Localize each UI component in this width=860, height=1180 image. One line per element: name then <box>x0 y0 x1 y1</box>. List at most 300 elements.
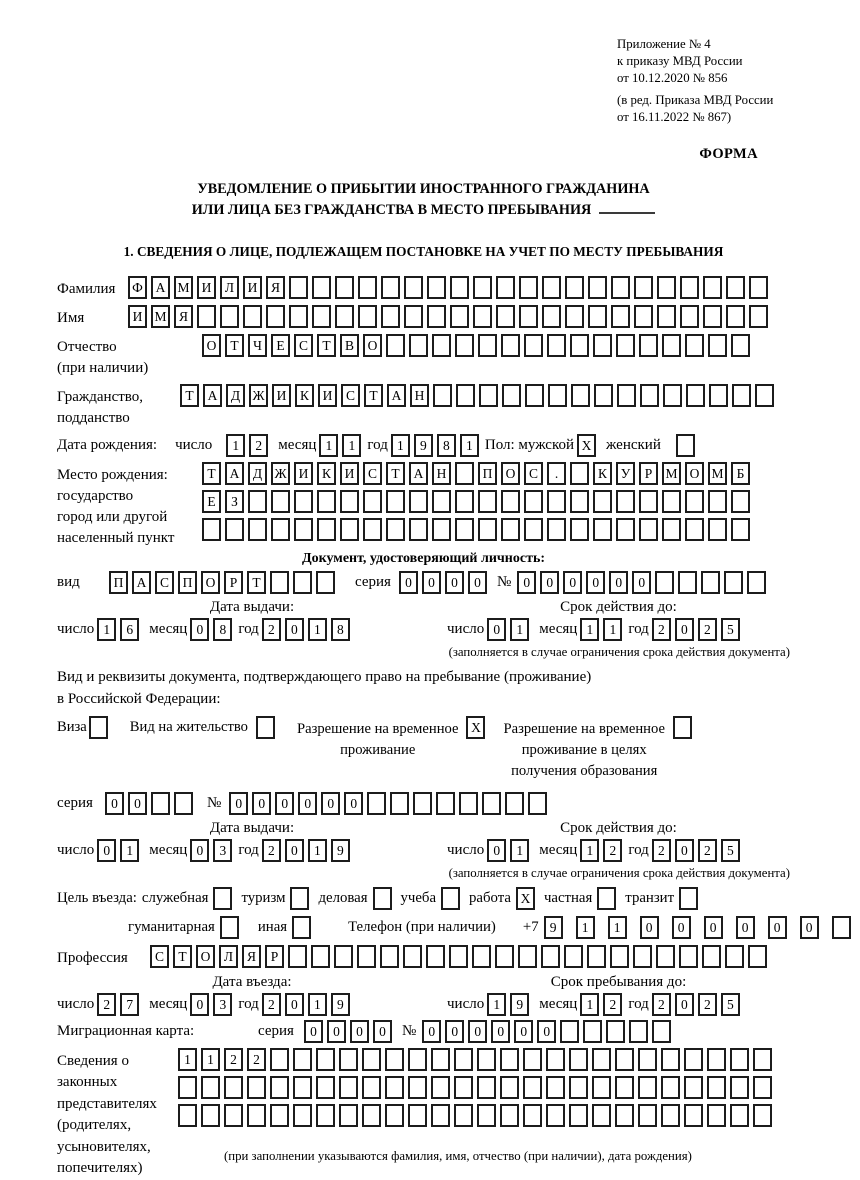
char-box[interactable] <box>500 1104 519 1127</box>
char-box[interactable] <box>317 518 336 541</box>
char-box[interactable] <box>293 571 312 594</box>
char-box[interactable]: 1 <box>603 618 622 641</box>
char-box[interactable] <box>615 1104 634 1127</box>
temp-residence-checkbox[interactable]: X <box>466 716 485 739</box>
char-box[interactable] <box>427 305 446 328</box>
char-box[interactable]: 0 <box>422 571 441 594</box>
char-box[interactable] <box>661 1104 680 1127</box>
char-box[interactable]: 0 <box>275 792 294 815</box>
char-box[interactable] <box>655 571 674 594</box>
char-box[interactable]: 2 <box>97 993 116 1016</box>
purpose-other-checkbox[interactable] <box>292 916 311 939</box>
char-box[interactable] <box>271 518 290 541</box>
char-box[interactable]: 1 <box>487 993 506 1016</box>
char-box[interactable] <box>560 1020 579 1043</box>
char-box[interactable]: 0 <box>285 993 304 1016</box>
char-box[interactable]: 2 <box>262 839 281 862</box>
char-box[interactable] <box>569 1076 588 1099</box>
char-box[interactable] <box>524 334 543 357</box>
char-box[interactable]: П <box>109 571 128 594</box>
char-box[interactable] <box>339 1048 358 1071</box>
char-box[interactable] <box>431 1104 450 1127</box>
char-box[interactable]: 0 <box>445 1020 464 1043</box>
char-box[interactable] <box>501 334 520 357</box>
char-box[interactable] <box>685 518 704 541</box>
char-box[interactable]: 5 <box>721 993 740 1016</box>
purpose-business-checkbox[interactable] <box>373 887 392 910</box>
char-box[interactable] <box>151 792 170 815</box>
char-box[interactable] <box>606 1020 625 1043</box>
char-box[interactable] <box>271 490 290 513</box>
char-box[interactable] <box>709 384 728 407</box>
char-box[interactable] <box>312 305 331 328</box>
char-box[interactable]: 9 <box>510 993 529 1016</box>
char-box[interactable] <box>201 1076 220 1099</box>
char-box[interactable] <box>542 305 561 328</box>
char-box[interactable]: 0 <box>768 916 787 939</box>
char-box[interactable] <box>357 945 376 968</box>
char-box[interactable]: Т <box>180 384 199 407</box>
visa-checkbox[interactable] <box>89 716 108 739</box>
char-box[interactable]: И <box>340 462 359 485</box>
char-box[interactable] <box>662 490 681 513</box>
char-box[interactable] <box>730 1104 749 1127</box>
char-box[interactable] <box>289 276 308 299</box>
char-box[interactable] <box>593 334 612 357</box>
char-box[interactable] <box>542 276 561 299</box>
purpose-study-checkbox[interactable] <box>441 887 460 910</box>
char-box[interactable] <box>312 276 331 299</box>
char-box[interactable] <box>477 1076 496 1099</box>
char-box[interactable]: 7 <box>120 993 139 1016</box>
char-box[interactable] <box>500 1048 519 1071</box>
char-box[interactable]: Ф <box>128 276 147 299</box>
char-box[interactable] <box>381 276 400 299</box>
char-box[interactable]: 1 <box>580 839 599 862</box>
char-box[interactable]: 0 <box>514 1020 533 1043</box>
purpose-transit-checkbox[interactable] <box>679 887 698 910</box>
char-box[interactable] <box>615 1048 634 1071</box>
char-box[interactable] <box>703 276 722 299</box>
char-box[interactable] <box>501 518 520 541</box>
char-box[interactable] <box>450 276 469 299</box>
char-box[interactable]: 1 <box>178 1048 197 1071</box>
char-box[interactable] <box>684 1076 703 1099</box>
char-box[interactable] <box>431 1076 450 1099</box>
char-box[interactable]: 0 <box>304 1020 323 1043</box>
char-box[interactable]: Б <box>731 462 750 485</box>
char-box[interactable] <box>565 305 584 328</box>
char-box[interactable]: Р <box>265 945 284 968</box>
char-box[interactable]: 0 <box>468 571 487 594</box>
char-box[interactable]: 0 <box>491 1020 510 1043</box>
char-box[interactable] <box>629 1020 648 1043</box>
char-box[interactable]: И <box>272 384 291 407</box>
char-box[interactable]: М <box>708 462 727 485</box>
char-box[interactable] <box>639 334 658 357</box>
char-box[interactable] <box>390 792 409 815</box>
char-box[interactable] <box>569 1104 588 1127</box>
char-box[interactable]: С <box>341 384 360 407</box>
char-box[interactable] <box>725 945 744 968</box>
char-box[interactable]: У <box>616 462 635 485</box>
char-box[interactable] <box>427 276 446 299</box>
char-box[interactable] <box>363 518 382 541</box>
char-box[interactable]: О <box>685 462 704 485</box>
char-box[interactable] <box>358 305 377 328</box>
char-box[interactable] <box>548 384 567 407</box>
char-box[interactable] <box>753 1076 772 1099</box>
male-checkbox[interactable]: X <box>577 434 596 457</box>
char-box[interactable] <box>634 305 653 328</box>
char-box[interactable] <box>592 1076 611 1099</box>
char-box[interactable] <box>707 1048 726 1071</box>
char-box[interactable] <box>593 490 612 513</box>
char-box[interactable] <box>662 518 681 541</box>
char-box[interactable] <box>547 490 566 513</box>
char-box[interactable] <box>404 305 423 328</box>
char-box[interactable] <box>753 1104 772 1127</box>
char-box[interactable] <box>220 305 239 328</box>
char-box[interactable] <box>570 334 589 357</box>
char-box[interactable] <box>726 305 745 328</box>
char-box[interactable] <box>455 462 474 485</box>
char-box[interactable]: 0 <box>468 1020 487 1043</box>
char-box[interactable]: Л <box>220 276 239 299</box>
char-box[interactable] <box>293 1104 312 1127</box>
char-box[interactable] <box>294 490 313 513</box>
char-box[interactable]: А <box>409 462 428 485</box>
char-box[interactable]: И <box>318 384 337 407</box>
char-box[interactable]: О <box>202 334 221 357</box>
char-box[interactable] <box>502 384 521 407</box>
char-box[interactable] <box>525 384 544 407</box>
char-box[interactable]: 0 <box>675 839 694 862</box>
char-box[interactable]: 1 <box>308 618 327 641</box>
char-box[interactable]: 0 <box>537 1020 556 1043</box>
char-box[interactable] <box>449 945 468 968</box>
char-box[interactable] <box>385 1076 404 1099</box>
char-box[interactable] <box>335 276 354 299</box>
char-box[interactable] <box>367 792 386 815</box>
char-box[interactable] <box>386 490 405 513</box>
char-box[interactable] <box>684 1104 703 1127</box>
char-box[interactable] <box>587 945 606 968</box>
char-box[interactable]: Н <box>432 462 451 485</box>
purpose-tourism-checkbox[interactable] <box>290 887 309 910</box>
char-box[interactable] <box>547 334 566 357</box>
char-box[interactable] <box>546 1104 565 1127</box>
char-box[interactable]: 8 <box>213 618 232 641</box>
char-box[interactable] <box>243 305 262 328</box>
char-box[interactable] <box>747 571 766 594</box>
char-box[interactable] <box>409 334 428 357</box>
char-box[interactable]: А <box>132 571 151 594</box>
char-box[interactable] <box>482 792 501 815</box>
char-box[interactable]: 0 <box>229 792 248 815</box>
char-box[interactable] <box>730 1048 749 1071</box>
char-box[interactable]: Я <box>242 945 261 968</box>
char-box[interactable]: 5 <box>721 618 740 641</box>
char-box[interactable]: 0 <box>344 792 363 815</box>
char-box[interactable]: 1 <box>97 618 116 641</box>
char-box[interactable]: О <box>501 462 520 485</box>
purpose-official-checkbox[interactable] <box>213 887 232 910</box>
char-box[interactable]: А <box>203 384 222 407</box>
char-box[interactable] <box>661 1076 680 1099</box>
char-box[interactable]: 8 <box>437 434 456 457</box>
char-box[interactable] <box>266 305 285 328</box>
char-box[interactable] <box>657 276 676 299</box>
char-box[interactable]: 1 <box>510 618 529 641</box>
char-box[interactable]: А <box>225 462 244 485</box>
female-checkbox[interactable] <box>676 434 695 457</box>
char-box[interactable] <box>726 276 745 299</box>
char-box[interactable] <box>473 276 492 299</box>
char-box[interactable]: В <box>340 334 359 357</box>
char-box[interactable] <box>386 518 405 541</box>
char-box[interactable] <box>570 518 589 541</box>
char-box[interactable] <box>339 1076 358 1099</box>
char-box[interactable] <box>505 792 524 815</box>
char-box[interactable]: 0 <box>609 571 628 594</box>
char-box[interactable]: Р <box>639 462 658 485</box>
char-box[interactable] <box>495 945 514 968</box>
char-box[interactable] <box>541 945 560 968</box>
char-box[interactable]: 0 <box>704 916 723 939</box>
char-box[interactable] <box>363 490 382 513</box>
char-box[interactable] <box>178 1076 197 1099</box>
char-box[interactable]: 0 <box>327 1020 346 1043</box>
char-box[interactable] <box>459 792 478 815</box>
char-box[interactable] <box>661 1048 680 1071</box>
char-box[interactable] <box>731 518 750 541</box>
char-box[interactable]: О <box>201 571 220 594</box>
char-box[interactable] <box>731 490 750 513</box>
char-box[interactable] <box>518 945 537 968</box>
char-box[interactable] <box>656 945 675 968</box>
char-box[interactable] <box>679 945 698 968</box>
char-box[interactable]: Д <box>248 462 267 485</box>
char-box[interactable] <box>684 1048 703 1071</box>
char-box[interactable]: 1 <box>201 1048 220 1071</box>
char-box[interactable] <box>426 945 445 968</box>
char-box[interactable]: 1 <box>580 618 599 641</box>
char-box[interactable] <box>178 1104 197 1127</box>
char-box[interactable] <box>477 1104 496 1127</box>
char-box[interactable] <box>708 518 727 541</box>
char-box[interactable]: Т <box>317 334 336 357</box>
char-box[interactable] <box>270 1104 289 1127</box>
char-box[interactable]: 1 <box>576 916 595 939</box>
char-box[interactable] <box>247 1076 266 1099</box>
char-box[interactable] <box>500 1076 519 1099</box>
char-box[interactable] <box>564 945 583 968</box>
purpose-work-checkbox[interactable]: X <box>516 887 535 910</box>
purpose-private-checkbox[interactable] <box>597 887 616 910</box>
char-box[interactable] <box>749 305 768 328</box>
char-box[interactable]: 0 <box>675 618 694 641</box>
char-box[interactable] <box>293 1076 312 1099</box>
char-box[interactable] <box>381 305 400 328</box>
char-box[interactable] <box>755 384 774 407</box>
char-box[interactable] <box>289 305 308 328</box>
char-box[interactable] <box>386 334 405 357</box>
char-box[interactable] <box>408 1104 427 1127</box>
char-box[interactable] <box>496 305 515 328</box>
char-box[interactable] <box>432 518 451 541</box>
char-box[interactable] <box>638 1076 657 1099</box>
char-box[interactable]: 1 <box>460 434 479 457</box>
char-box[interactable]: М <box>174 276 193 299</box>
char-box[interactable]: П <box>178 571 197 594</box>
char-box[interactable] <box>753 1048 772 1071</box>
char-box[interactable]: Ж <box>271 462 290 485</box>
char-box[interactable] <box>523 1076 542 1099</box>
char-box[interactable] <box>316 571 335 594</box>
char-box[interactable] <box>547 518 566 541</box>
char-box[interactable] <box>617 384 636 407</box>
char-box[interactable] <box>362 1104 381 1127</box>
char-box[interactable] <box>294 518 313 541</box>
char-box[interactable]: 1 <box>391 434 410 457</box>
char-box[interactable]: К <box>593 462 612 485</box>
char-box[interactable] <box>478 518 497 541</box>
char-box[interactable]: 0 <box>190 993 209 1016</box>
char-box[interactable] <box>432 334 451 357</box>
char-box[interactable] <box>610 945 629 968</box>
char-box[interactable]: С <box>524 462 543 485</box>
char-box[interactable] <box>358 276 377 299</box>
char-box[interactable]: З <box>225 490 244 513</box>
char-box[interactable]: 0 <box>586 571 605 594</box>
char-box[interactable]: 2 <box>262 618 281 641</box>
char-box[interactable]: . <box>547 462 566 485</box>
char-box[interactable] <box>611 305 630 328</box>
char-box[interactable] <box>680 276 699 299</box>
char-box[interactable] <box>708 490 727 513</box>
char-box[interactable]: 0 <box>540 571 559 594</box>
char-box[interactable] <box>528 792 547 815</box>
char-box[interactable] <box>478 334 497 357</box>
char-box[interactable] <box>569 1048 588 1071</box>
char-box[interactable] <box>546 1048 565 1071</box>
char-box[interactable]: Ч <box>248 334 267 357</box>
char-box[interactable]: Я <box>266 276 285 299</box>
char-box[interactable] <box>657 305 676 328</box>
char-box[interactable] <box>316 1104 335 1127</box>
char-box[interactable]: К <box>295 384 314 407</box>
char-box[interactable]: И <box>197 276 216 299</box>
char-box[interactable] <box>633 945 652 968</box>
char-box[interactable]: 1 <box>319 434 338 457</box>
char-box[interactable]: Н <box>410 384 429 407</box>
char-box[interactable] <box>524 490 543 513</box>
char-box[interactable]: 0 <box>445 571 464 594</box>
char-box[interactable]: Д <box>226 384 245 407</box>
char-box[interactable]: Я <box>174 305 193 328</box>
char-box[interactable] <box>385 1048 404 1071</box>
char-box[interactable] <box>519 276 538 299</box>
char-box[interactable]: С <box>363 462 382 485</box>
char-box[interactable]: 0 <box>285 839 304 862</box>
char-box[interactable] <box>524 518 543 541</box>
char-box[interactable] <box>270 571 289 594</box>
char-box[interactable]: О <box>196 945 215 968</box>
char-box[interactable] <box>583 1020 602 1043</box>
char-box[interactable]: 0 <box>128 792 147 815</box>
char-box[interactable]: 0 <box>399 571 418 594</box>
char-box[interactable] <box>409 490 428 513</box>
char-box[interactable] <box>455 518 474 541</box>
char-box[interactable] <box>616 518 635 541</box>
char-box[interactable] <box>708 334 727 357</box>
char-box[interactable] <box>701 571 720 594</box>
char-box[interactable] <box>456 384 475 407</box>
char-box[interactable]: 2 <box>247 1048 266 1071</box>
char-box[interactable] <box>685 334 704 357</box>
char-box[interactable]: Т <box>386 462 405 485</box>
char-box[interactable] <box>662 334 681 357</box>
char-box[interactable] <box>571 384 590 407</box>
char-box[interactable]: О <box>363 334 382 357</box>
char-box[interactable] <box>570 490 589 513</box>
char-box[interactable]: Т <box>173 945 192 968</box>
char-box[interactable]: 9 <box>331 993 350 1016</box>
char-box[interactable]: 0 <box>672 916 691 939</box>
char-box[interactable] <box>523 1048 542 1071</box>
char-box[interactable] <box>479 384 498 407</box>
char-box[interactable]: 0 <box>190 618 209 641</box>
residence-permit-checkbox[interactable] <box>256 716 275 739</box>
char-box[interactable] <box>409 518 428 541</box>
char-box[interactable]: Р <box>224 571 243 594</box>
char-box[interactable]: 1 <box>308 839 327 862</box>
char-box[interactable] <box>202 518 221 541</box>
char-box[interactable] <box>339 1104 358 1127</box>
char-box[interactable]: С <box>294 334 313 357</box>
char-box[interactable] <box>652 1020 671 1043</box>
char-box[interactable]: 1 <box>580 993 599 1016</box>
char-box[interactable]: И <box>128 305 147 328</box>
char-box[interactable] <box>638 1048 657 1071</box>
char-box[interactable]: С <box>150 945 169 968</box>
char-box[interactable]: 0 <box>298 792 317 815</box>
char-box[interactable] <box>454 1048 473 1071</box>
char-box[interactable]: 0 <box>487 618 506 641</box>
char-box[interactable]: 1 <box>226 434 245 457</box>
char-box[interactable]: 3 <box>213 993 232 1016</box>
char-box[interactable] <box>523 1104 542 1127</box>
char-box[interactable] <box>316 1048 335 1071</box>
char-box[interactable] <box>678 571 697 594</box>
char-box[interactable] <box>477 1048 496 1071</box>
char-box[interactable] <box>703 305 722 328</box>
char-box[interactable]: И <box>294 462 313 485</box>
char-box[interactable]: 2 <box>603 993 622 1016</box>
char-box[interactable] <box>663 384 682 407</box>
char-box[interactable]: С <box>155 571 174 594</box>
char-box[interactable]: 0 <box>517 571 536 594</box>
char-box[interactable] <box>592 1104 611 1127</box>
char-box[interactable]: П <box>478 462 497 485</box>
char-box[interactable]: 2 <box>652 993 671 1016</box>
char-box[interactable]: 0 <box>321 792 340 815</box>
char-box[interactable]: 0 <box>97 839 116 862</box>
char-box[interactable]: 8 <box>331 618 350 641</box>
char-box[interactable] <box>593 518 612 541</box>
char-box[interactable] <box>565 276 584 299</box>
